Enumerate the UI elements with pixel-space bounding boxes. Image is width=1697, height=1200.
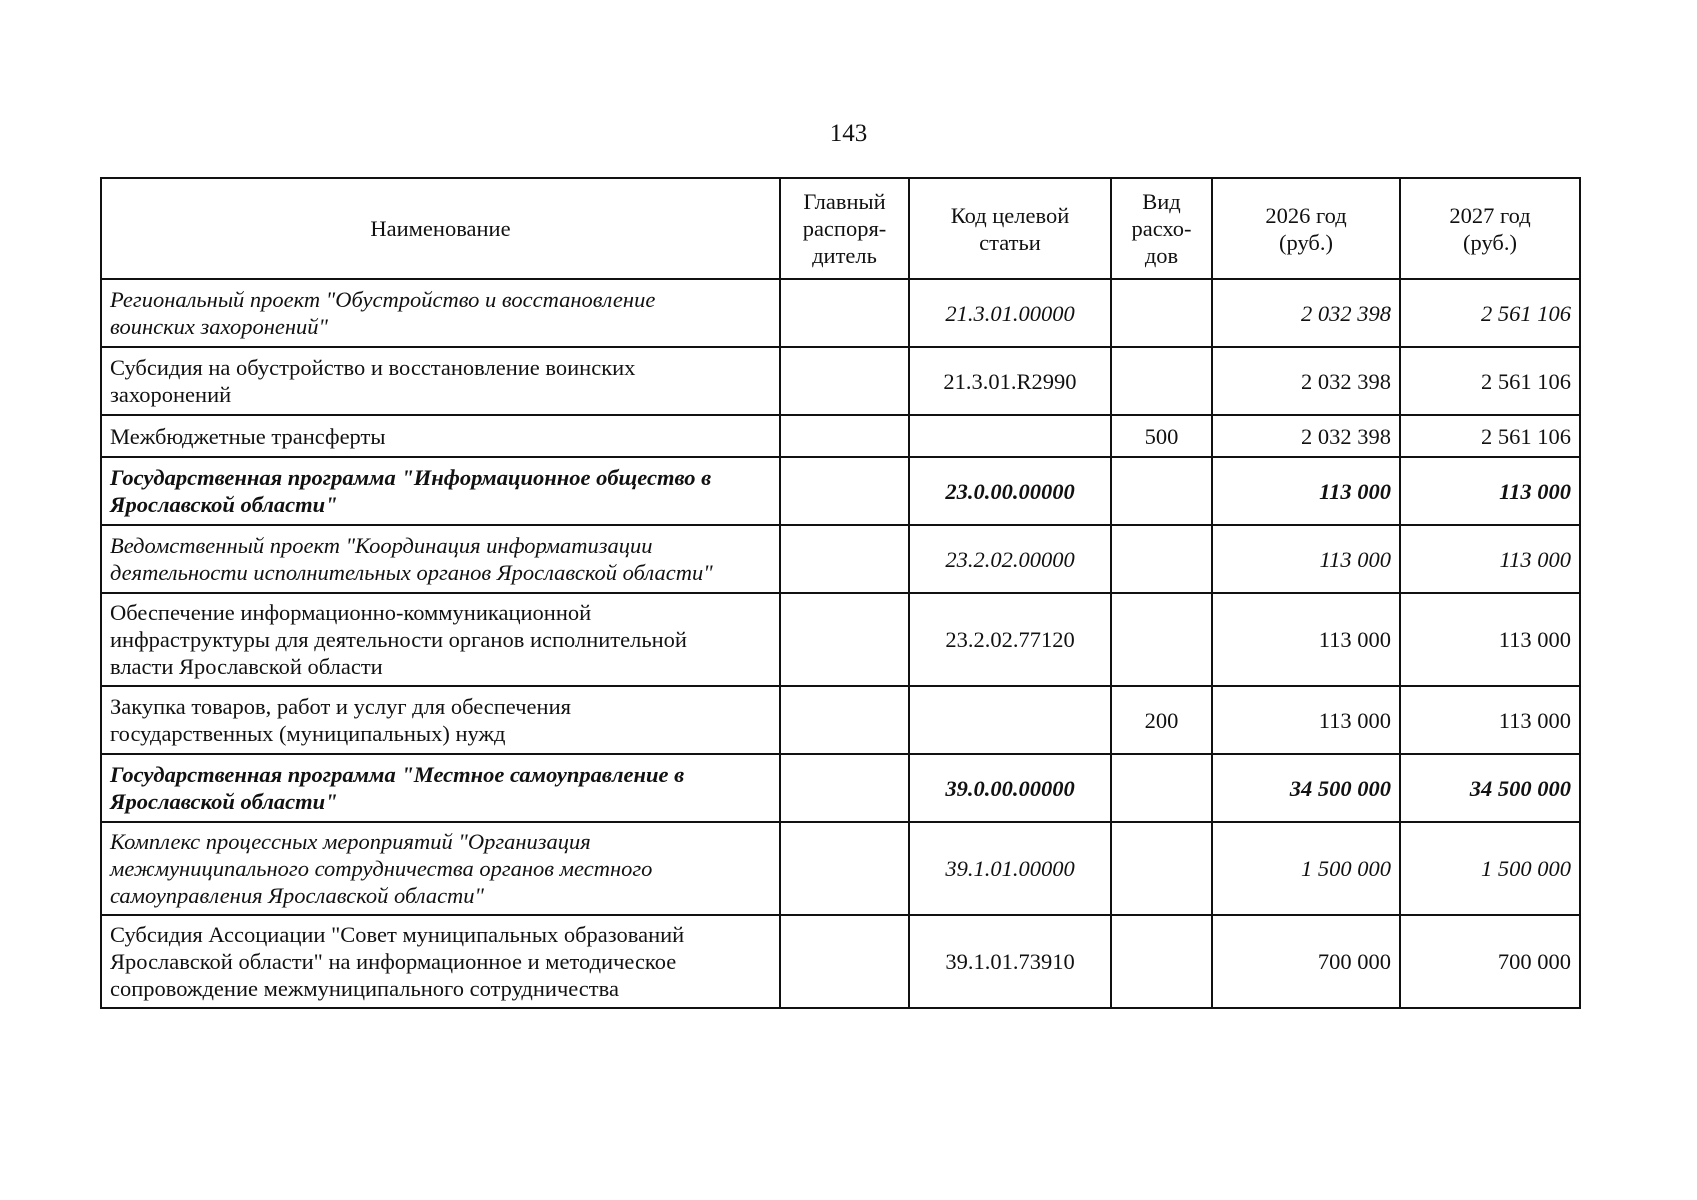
cell-amount-2027: 2 561 106 <box>1400 347 1580 415</box>
header-main-manager <box>780 178 909 279</box>
table-body <box>101 279 1580 1008</box>
table-row <box>101 822 1580 915</box>
cell-amount-2027: 113 000 <box>1400 593 1580 686</box>
table-row <box>101 457 1580 525</box>
cell-main-manager <box>780 347 909 415</box>
cell-target-code: 39.0.00.00000 <box>909 754 1111 822</box>
cell-target-code: 23.2.02.77120 <box>909 593 1111 686</box>
cell-name-line: Ярославской области" <box>110 492 338 517</box>
cell-expense-type: 500 <box>1111 415 1212 457</box>
cell-name-line: Субсидия на обустройство и восстановление воинских <box>110 355 636 380</box>
cell-target-code <box>909 415 1111 457</box>
cell-name <box>101 686 780 754</box>
cell-name-line: Ярославской области" <box>110 789 338 814</box>
cell-amount-2026: 34 500 000 <box>1212 754 1400 822</box>
cell-name-line: власти Ярославской области <box>110 654 383 679</box>
cell-target-code: 39.1.01.73910 <box>909 915 1111 1008</box>
header-line: дов <box>1144 243 1179 268</box>
cell-name-line: Межбюджетные трансферты <box>110 423 386 449</box>
cell-name <box>101 457 780 525</box>
header-expense-type <box>1111 178 1212 279</box>
cell-name-line: самоуправления Ярославской области" <box>110 883 485 908</box>
cell-main-manager <box>780 525 909 593</box>
cell-name <box>101 754 780 822</box>
header-line: 2026 год <box>1265 202 1347 228</box>
cell-target-code: 21.3.01.R2990 <box>909 347 1111 415</box>
cell-amount-2026: 113 000 <box>1212 525 1400 593</box>
cell-expense-type: 200 <box>1111 686 1212 754</box>
cell-main-manager <box>780 457 909 525</box>
cell-name <box>101 915 780 1008</box>
table-row <box>101 347 1580 415</box>
cell-target-code: 21.3.01.00000 <box>909 279 1111 347</box>
cell-amount-2027: 2 561 106 <box>1400 279 1580 347</box>
cell-amount-2026: 2 032 398 <box>1212 279 1400 347</box>
header-name: Наименование <box>101 178 780 279</box>
page-number: 143 <box>829 120 868 147</box>
cell-name <box>101 525 780 593</box>
cell-name-line: Государственная программа "Местное самоуправление в <box>110 762 685 787</box>
cell-name <box>101 347 780 415</box>
header-line: статьи <box>979 229 1041 255</box>
table-row <box>101 754 1580 822</box>
cell-amount-2027: 113 000 <box>1400 457 1580 525</box>
table-row <box>101 415 1580 457</box>
header-line: 2027 год <box>1449 202 1531 228</box>
cell-main-manager <box>780 279 909 347</box>
table-row <box>101 686 1580 754</box>
cell-expense-type <box>1111 347 1212 415</box>
cell-name-line: Ярославской области" на информационное и методическое <box>110 949 677 974</box>
header-line: дитель <box>812 243 877 268</box>
cell-name-line: Государственная программа "Информационное общество в <box>110 465 712 490</box>
cell-main-manager <box>780 754 909 822</box>
cell-expense-type <box>1111 279 1212 347</box>
cell-target-code: 23.2.02.00000 <box>909 525 1111 593</box>
cell-amount-2027: 34 500 000 <box>1400 754 1580 822</box>
cell-name-line: межмуниципального сотрудничества органов местного <box>110 856 653 881</box>
cell-amount-2026: 113 000 <box>1212 686 1400 754</box>
cell-amount-2027: 2 561 106 <box>1400 415 1580 457</box>
cell-name <box>101 279 780 347</box>
cell-target-code: 23.0.00.00000 <box>909 457 1111 525</box>
cell-name-line: воинских захоронений" <box>110 314 328 339</box>
cell-amount-2027: 700 000 <box>1400 915 1580 1008</box>
cell-amount-2026: 700 000 <box>1212 915 1400 1008</box>
cell-amount-2027: 113 000 <box>1400 525 1580 593</box>
cell-main-manager <box>780 593 909 686</box>
header-year-2026 <box>1212 178 1400 279</box>
cell-main-manager <box>780 822 909 915</box>
cell-name-line: Субсидия Ассоциации "Совет муниципальных образований <box>110 922 685 947</box>
cell-name-line: сопровождение межмуниципального сотрудничества <box>110 976 619 1001</box>
cell-amount-2026: 2 032 398 <box>1212 347 1400 415</box>
cell-name-line: Ведомственный проект "Координация информатизации <box>110 533 653 558</box>
table-row <box>101 915 1580 1008</box>
header-line: распоря- <box>802 216 887 241</box>
cell-amount-2026: 113 000 <box>1212 593 1400 686</box>
cell-name <box>101 415 780 457</box>
cell-name-line: Закупка товаров, работ и услуг для обеспечения <box>110 694 571 719</box>
cell-name-line: Обеспечение информационно-коммуникационной <box>110 600 592 625</box>
cell-amount-2027: 113 000 <box>1400 686 1580 754</box>
header-line: (руб.) <box>1279 229 1333 255</box>
cell-main-manager <box>780 415 909 457</box>
cell-name-line: деятельности исполнительных органов Ярославской области" <box>110 560 713 585</box>
cell-name-line: захоронений <box>110 382 232 407</box>
cell-target-code: 39.1.01.00000 <box>909 822 1111 915</box>
budget-table <box>100 177 1581 1009</box>
header-line: расхо- <box>1131 216 1192 241</box>
cell-name-line: Комплекс процессных мероприятий "Организация <box>110 829 591 854</box>
cell-name <box>101 593 780 686</box>
cell-expense-type <box>1111 593 1212 686</box>
header-year-2027 <box>1400 178 1580 279</box>
header-target-code <box>909 178 1111 279</box>
table-row <box>101 279 1580 347</box>
cell-expense-type <box>1111 457 1212 525</box>
cell-name-line: Региональный проект "Обустройство и восстановление <box>110 287 656 312</box>
cell-amount-2026: 2 032 398 <box>1212 415 1400 457</box>
header-line: Код целевой <box>950 202 1070 228</box>
cell-main-manager <box>780 686 909 754</box>
header-line: Вид <box>1142 189 1181 214</box>
cell-expense-type <box>1111 525 1212 593</box>
header-line: Главный <box>803 189 886 214</box>
cell-name-line: государственных (муниципальных) нужд <box>110 721 506 746</box>
table-header-row <box>101 178 1580 279</box>
cell-name-line: инфраструктуры для деятельности органов исполнительной <box>110 627 687 652</box>
cell-target-code <box>909 686 1111 754</box>
cell-amount-2026: 113 000 <box>1212 457 1400 525</box>
cell-expense-type <box>1111 822 1212 915</box>
cell-expense-type <box>1111 754 1212 822</box>
cell-amount-2026: 1 500 000 <box>1212 822 1400 915</box>
cell-main-manager <box>780 915 909 1008</box>
table-row <box>101 593 1580 686</box>
header-line: (руб.) <box>1463 229 1517 255</box>
cell-expense-type <box>1111 915 1212 1008</box>
table-row <box>101 525 1580 593</box>
cell-name <box>101 822 780 915</box>
cell-amount-2027: 1 500 000 <box>1400 822 1580 915</box>
